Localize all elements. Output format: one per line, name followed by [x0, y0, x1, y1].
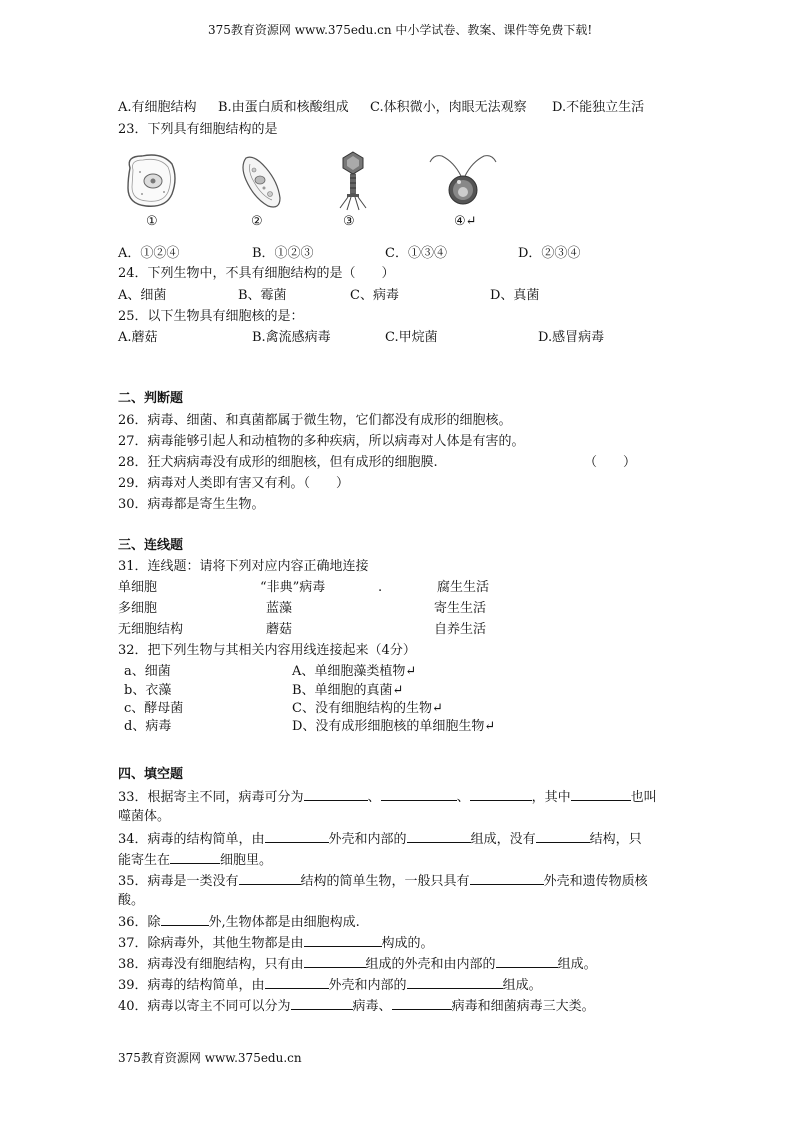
q26: 26．病毒、细菌、和真菌都属于微生物，它们都没有成形的细胞核。 — [118, 413, 512, 428]
answer-blank[interactable] — [304, 788, 368, 801]
q34-line-2 — [118, 851, 272, 869]
figure-caption-1: ① — [146, 214, 158, 229]
page-header: 375教育资源网 www.375edu.cn 中小学试卷、教案、课件等免费下载! — [208, 23, 593, 37]
q32-right-b: B、单细胞的真菌↵ — [292, 683, 404, 698]
q24-option-b: B、霉菌 — [238, 288, 287, 303]
q30: 30．病毒都是寄生生物。 — [118, 497, 265, 512]
q33-line-2: 噬菌体。 — [118, 809, 171, 824]
q25-stem: 25．以下生物具有细胞核的是： — [118, 309, 304, 324]
answer-blank[interactable] — [170, 851, 220, 864]
q28-answer-paren: （ ） — [584, 455, 637, 470]
paramecium-figure — [238, 152, 284, 210]
answer-blank[interactable] — [304, 934, 382, 947]
figure-caption-3: ③ — [343, 214, 355, 229]
q32-left-b: b、衣藻 — [124, 683, 172, 698]
q25-option-a: A.蘑菇 — [118, 330, 158, 345]
q24-option-d: D、真菌 — [490, 288, 540, 303]
q34-text-6: 细胞里。 — [220, 853, 273, 868]
page-footer: 375教育资源网 www.375edu.cn — [118, 1051, 302, 1065]
answer-blank[interactable] — [239, 872, 301, 885]
q32-left-c: c、酵母菌 — [124, 701, 184, 716]
answer-blank[interactable] — [407, 976, 503, 989]
q32-right-c: C、没有细胞结构的生物↵ — [292, 701, 443, 716]
q33-text-3: 、 — [456, 790, 470, 805]
q38-text-2: 组成的外壳和由内部的 — [365, 957, 496, 972]
q31-dot: . — [378, 580, 383, 595]
section-4-title: 四、填空题 — [118, 767, 184, 782]
figure-caption-4: ④↵ — [454, 214, 477, 229]
q39-text-3: 组成。 — [502, 978, 542, 993]
q34-text-3: 组成，没有 — [470, 832, 536, 847]
q24-stem: 24．下列生物中，不具有细胞结构的是（ ） — [118, 266, 395, 281]
q31-right-3: 自养生活 — [434, 622, 487, 637]
figure-caption-2: ② — [251, 214, 263, 229]
q32-right-d: D、没有成形细胞核的单细胞生物↵ — [292, 719, 496, 734]
q23-option-a: A．①②④ — [118, 246, 180, 261]
q37-text-1: 37．除病毒外，其他生物都是由 — [118, 936, 304, 951]
q35-text-2: 结构的简单生物，一般只具有 — [300, 874, 470, 889]
q36-text-2: 外,生物体都是由细胞构成. — [208, 915, 360, 930]
q33-text-2: 、 — [367, 790, 381, 805]
q22-option-a: A.有细胞结构 — [118, 100, 197, 115]
bacteriophage-figure — [336, 150, 370, 212]
section-3-title: 三、连线题 — [118, 538, 184, 553]
q40 — [118, 997, 595, 1015]
q22-option-b: B.由蛋白质和核酸组成 — [218, 100, 349, 115]
q25-option-d: D.感冒病毒 — [538, 330, 605, 345]
answer-blank[interactable] — [496, 955, 558, 968]
answer-blank[interactable] — [392, 997, 452, 1010]
q40-text-1: 40．病毒以寄主不同可以分为 — [118, 999, 291, 1014]
q28: 28．狂犬病病毒没有成形的细胞核，但有成形的细胞膜. — [118, 455, 438, 470]
q31-mid-1: “非典”病毒 — [260, 580, 326, 595]
answer-blank[interactable] — [265, 976, 329, 989]
q38-text-1: 38．病毒没有细胞结构，只有由 — [118, 957, 304, 972]
q35-text-1: 35．病毒是一类没有 — [118, 874, 239, 889]
q23-option-b: B．①②③ — [252, 246, 314, 261]
q33-text-5: 也叫 — [630, 790, 657, 805]
q31-left-1: 单细胞 — [118, 580, 158, 595]
q24-option-a: A、细菌 — [118, 288, 167, 303]
animal-cell-figure — [120, 150, 180, 212]
q34-text-2: 外壳和内部的 — [328, 832, 407, 847]
q27: 27．病毒能够引起人和动植物的多种疾病，所以病毒对人体是有害的。 — [118, 434, 525, 449]
q22-option-d: D.不能独立生活 — [552, 100, 645, 115]
q29: 29．病毒对人类即有害又有利。（ ） — [118, 476, 350, 491]
q31-right-2: 寄生生活 — [434, 601, 487, 616]
q22-option-c: C.体积微小，肉眼无法观察 — [370, 100, 527, 115]
q23-option-d: D．②③④ — [518, 246, 581, 261]
q40-text-2: 病毒、 — [352, 999, 392, 1014]
q31-left-3: 无细胞结构 — [118, 622, 184, 637]
answer-blank[interactable] — [265, 830, 329, 843]
q31-stem: 31．连线题：请将下列对应内容正确地连接 — [118, 559, 369, 574]
q24-option-c: C、病毒 — [350, 288, 399, 303]
answer-blank[interactable] — [407, 830, 471, 843]
answer-blank[interactable] — [470, 788, 532, 801]
answer-blank[interactable] — [161, 913, 209, 926]
q35-line-1 — [118, 872, 648, 890]
section-2-title: 二、判断题 — [118, 391, 184, 406]
q35-line-2: 酸。 — [118, 893, 145, 908]
q36 — [118, 913, 360, 931]
q31-mid-2: 蓝藻 — [266, 601, 293, 616]
q34-line-1 — [118, 830, 642, 848]
q31-right-1: 腐生生活 — [437, 580, 490, 595]
q32-stem: 32．把下列生物与其相关内容用线连接起来（4分） — [118, 643, 416, 658]
q34-text-5: 能寄生在 — [118, 853, 171, 868]
q37-text-2: 构成的。 — [381, 936, 434, 951]
q36-text-1: 36．除 — [118, 915, 161, 930]
q38 — [118, 955, 597, 973]
answer-blank[interactable] — [381, 788, 457, 801]
q39-text-1: 39．病毒的结构简单，由 — [118, 978, 265, 993]
q38-text-3: 组成。 — [557, 957, 597, 972]
q39-text-2: 外壳和内部的 — [328, 978, 407, 993]
q40-text-3: 病毒和细菌病毒三大类。 — [451, 999, 595, 1014]
q34-text-1: 34．病毒的结构简单，由 — [118, 832, 265, 847]
chlamydomonas-figure — [428, 150, 498, 212]
q34-text-4: 结构，只 — [589, 832, 642, 847]
q31-left-2: 多细胞 — [118, 601, 158, 616]
answer-blank[interactable] — [470, 872, 544, 885]
q32-left-a: a、细菌 — [124, 664, 171, 679]
q33-text-1: 33．根据寄主不同，病毒可分为 — [118, 790, 304, 805]
answer-blank[interactable] — [304, 955, 366, 968]
q25-option-c: C.甲烷菌 — [385, 330, 438, 345]
q39 — [118, 976, 542, 994]
q25-option-b: B.禽流感病毒 — [252, 330, 331, 345]
q31-mid-3: 蘑菇 — [266, 622, 293, 637]
q32-right-a: A、单细胞藻类植物↵ — [292, 664, 417, 679]
q33-line-1 — [118, 788, 657, 806]
q35-text-3: 外壳和遗传物质核 — [543, 874, 648, 889]
q23-stem: 23．下列具有细胞结构的是 — [118, 122, 278, 137]
answer-blank[interactable] — [291, 997, 353, 1010]
q32-left-d: d、病毒 — [124, 719, 172, 734]
q37 — [118, 934, 434, 952]
q23-option-c: C．①③④ — [385, 246, 447, 261]
q33-text-4: ，其中 — [531, 790, 571, 805]
answer-blank[interactable] — [571, 788, 631, 801]
answer-blank[interactable] — [536, 830, 590, 843]
